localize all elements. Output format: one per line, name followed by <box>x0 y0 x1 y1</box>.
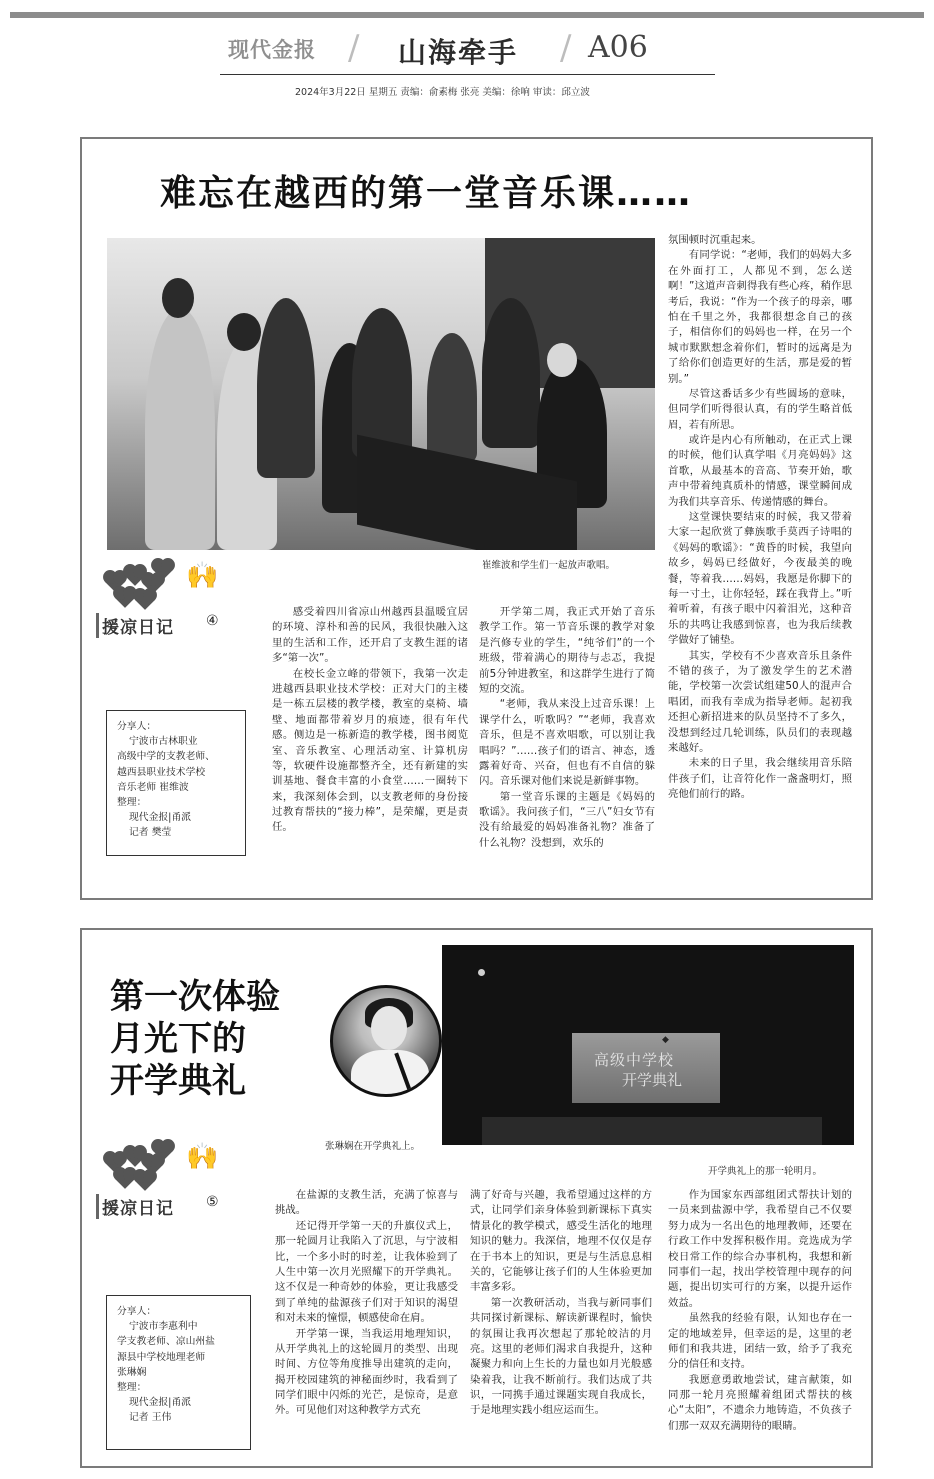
portrait-face <box>371 1006 407 1050</box>
speaker-portrait <box>330 985 442 1097</box>
paragraph: 作为国家东西部组团式帮扶计划的一员来到盐源中学，我希望自己不仅要努力成为一名出色的地理教师，还要在行政工作中发挥积极作用。竞选成为学校日常工作的综合办事机构，我想和新同事们一起，找出学校管理中现存的问题，提出切实可行的方案，以提升运作效益。 <box>668 1189 852 1309</box>
paragraph: 或许是内心有所触动，在正式上课的时候，他们认真学唱《月亮妈妈》这首歌，从最基本的音高、节奏开始，歌声中带着纯真质朴的情感，课堂瞬间成为我们共享音乐、传递情感的舞台。 <box>668 434 852 508</box>
column-logo-number: ⑤ <box>206 1194 219 1210</box>
sharer-line: 音乐老师 崔维波 <box>117 781 189 793</box>
paragraph: 尽管这番话多少有些圆场的意味，但同学们听得很认真，有的学生略首低眉，若有所思。 <box>668 387 852 431</box>
sharer-line: 越西县职业技术学校 <box>117 766 206 778</box>
paragraph: 感受着四川省凉山州越西县温暖宜居的环境、淳朴和善的民风，我很快融入这里的生活和工作，还开启了支教生涯的诸多“第一次”。 <box>272 606 468 665</box>
photo-student-head <box>162 278 194 318</box>
masthead-divider: / <box>560 28 572 68</box>
sharer-line: 宁波市古林职业 <box>129 736 198 748</box>
article-2 <box>80 928 873 1468</box>
paragraph: 未来的日子里，我会继续用音乐陪伴孩子们，让音符化作一盏盏明灯，照亮他们前行的路。 <box>668 757 852 801</box>
article-2-headline <box>110 976 280 1102</box>
paragraph: 还记得开学第一天的升旗仪式上，那一轮圆月让我陷入了沉思，与宁波相比，一个多小时的时差，让我体验到了人生中第一次月光照耀下的开学典礼。这不仅是一种奇妙的体验，更让我感受到了单纯的盐源孩子们对于知识的渴望和对未来的憧憬，顿感使命在肩。 <box>275 1219 458 1325</box>
article-2-portrait-caption: 张琳娴在开学典礼上。 <box>325 1141 421 1152</box>
article-1-column-2 <box>479 605 655 851</box>
column-logo-title: 援凉日记 <box>96 1194 174 1219</box>
column-logo-number: ④ <box>206 613 219 629</box>
heart-icon <box>115 588 135 608</box>
masthead <box>220 28 715 78</box>
heart-icon <box>115 1169 135 1189</box>
article-1-photo <box>107 238 655 550</box>
screen-logo: ◆ <box>662 1035 669 1045</box>
paragraph: 在校长金立峰的带领下，我第一次走进越西县职业技术学校：正对大门的主楼是一栋五层楼的教学楼，教室的桌椅、墙壁、地面都带着岁月的痕迹，很有年代感。侧边是一栋新造的教学楼，图书阅览室、音乐教室、心理活动室、计算机房等，软硬件设施都整齐全，还有新建的实训基地、餐食丰富的小食堂……一圈转下来，我深刻体会到，以支教老师的身份接过教育帮扶的“接力棒”，是荣耀，更是责任。 <box>272 667 468 834</box>
sharer-line: 源县中学校地理老师 <box>117 1351 206 1363</box>
sharer-label: 分享人： <box>117 1306 157 1317</box>
article-2-photo <box>442 945 854 1145</box>
editor-line: 现代金报|甬派 <box>129 812 192 824</box>
sharer-label: 分享人： <box>117 721 157 732</box>
sharer-box <box>106 710 246 856</box>
sharer-line: 高级中学的支教老师、 <box>117 751 215 763</box>
stage-screen <box>572 1033 720 1103</box>
article-1-headline: 难忘在越西的第一堂音乐课…… <box>160 173 693 214</box>
headline-line: 第一次体验 <box>110 977 280 1017</box>
heart-icon <box>135 1171 155 1191</box>
editor-label: 整理： <box>117 1381 147 1393</box>
column-logo <box>90 1138 230 1233</box>
sharer-line: 宁波市李惠利中 <box>129 1321 198 1333</box>
column-logo-title: 援凉日记 <box>96 613 174 638</box>
masthead-rule <box>220 74 715 75</box>
article-1-column-3 <box>668 233 852 802</box>
sharer-box <box>106 1295 251 1450</box>
photo-teacher-head <box>547 343 577 377</box>
paragraph: 氛围顿时沉重起来。 <box>668 234 762 246</box>
photo-student-head <box>227 313 261 351</box>
portrait-coat <box>351 1050 429 1097</box>
paragraph: 我愿意勇敢地尝试，建言献策，如同那一轮月亮照耀着组团式帮扶的核心“太阳”，不遗余力地铸造，不负孩子们那一双双充满期待的眼睛。 <box>668 1373 852 1432</box>
person-figure-icon: 🙌 <box>186 1142 219 1172</box>
page-number: A06 <box>588 30 648 65</box>
headline-line: 开学典礼 <box>110 1061 246 1102</box>
screen-text: 高级中学校 <box>594 1051 675 1069</box>
article-1 <box>80 137 873 900</box>
heart-icon <box>135 590 155 610</box>
editor-line: 现代金报|甬派 <box>129 1397 192 1409</box>
article-2-column-2 <box>470 1188 652 1419</box>
person-figure-icon: 🙌 <box>186 561 219 591</box>
column-logo <box>90 557 230 652</box>
paper-name: 现代金报 <box>228 38 316 62</box>
paragraph: 开学第二周，我正式开始了音乐教学工作。第一节音乐课的教学对象是汽修专业的学生，“纯爷们”的一个班级，带着满心的期待与忐忑，我提前5分钟进教室，和这群学生进行了简短的交流。 <box>479 606 655 695</box>
paragraph: 虽然我的经验有限，认知也存在一定的地域差异，但幸运的是，这里的老师们和我共进，团结一致，给予了我充分的信任和支持。 <box>668 1312 852 1371</box>
screen-text: 开学典礼 <box>622 1071 683 1089</box>
stage <box>482 1117 822 1145</box>
article-2-column-3 <box>668 1188 852 1434</box>
editor-label: 整理： <box>117 796 147 808</box>
dateline: 2024年3月22日 星期五 责编：俞素梅 张亮 美编：徐响 审读：邱立波 <box>295 87 590 98</box>
paragraph: 有同学说：“老师，我们的妈妈大多在外面打工，人都见不到，怎么送啊！”这道声音刺得我有些心疼，稍作思考后，我说：“作为一个孩子的母亲，哪怕在千里之外，我都很想念自己的孩子，相信你们的妈妈也一样，在另一个城市默默想念着你们，暂时的远离是为了给你们创造更好的生活，那是爱的暂别。” <box>668 249 852 385</box>
paragraph: 第一堂音乐课的主题是《妈妈的歌谣》。我问孩子们，“三八”妇女节有没有给最爱的妈妈准备礼物？准备了什么礼物？没想到，欢乐的 <box>479 790 655 849</box>
sharer-line: 学支教老师、凉山州盐 <box>117 1336 215 1348</box>
article-2-photo-caption: 开学典礼上的那一轮明月。 <box>708 1166 823 1177</box>
photo-student <box>145 308 215 550</box>
paragraph: “老师，我从来没上过音乐课！上课学什么，听歌吗？”“老师，我喜欢音乐，但是不喜欢唱歌，可以别让我唱吗？”……孩子们的语言、神态，透露着好奇、兴奋，但也有不自信的躲闪。音乐课对他们来说是新鲜事物。 <box>479 698 655 788</box>
sharer-line: 张琳娴 <box>117 1366 147 1378</box>
photo-student <box>427 333 477 463</box>
article-2-column-1 <box>275 1188 458 1419</box>
headline-line: 月光下的 <box>110 1019 246 1060</box>
photo-student <box>257 298 315 478</box>
paragraph: 在盐源的支教生活，充满了惊喜与挑战。 <box>275 1189 458 1217</box>
editor-line: 记者 樊莹 <box>129 827 172 839</box>
editor-line: 记者 王伟 <box>129 1412 172 1424</box>
photo-student <box>482 298 540 448</box>
top-rule <box>10 12 924 18</box>
paragraph: 这堂课快要结束的时候，我又带着大家一起欣赏了彝族歌手莫西子诗唱的《妈妈的歌谣》：“黄昏的时候，我望向故乡，妈妈已经做好，今夜最美的晚餐，等着我……妈妈，我愿是你脚下的每一寸土，让你轻轻，踩在我背上。”听着听着，有孩子眼中闪着泪光，这种音乐的共鸣让我感到惊喜，也为我后续教学做好了铺垫。 <box>668 511 852 647</box>
paragraph: 满了好奇与兴趣，我希望通过这样的方式，让同学们亲身体验到新课标下真实情景化的教学模式，感受生活化的地理知识的魅力。我深信，地理不仅仅是存在于书本上的知识，更是与生活息息相关的，它能够让孩子们的人生体验更加丰富多彩。 <box>470 1189 652 1294</box>
article-1-photo-caption: 崔维波和学生们一起放声歌唱。 <box>482 560 616 571</box>
article-1-column-1 <box>272 605 468 836</box>
paragraph: 第一次教研活动，当我与新同事们共同探讨新课标、解读新课程时，愉快的氛围让我再次想起了那轮皎洁的月亮。这里的老师们渴求自我提升，这种凝聚力和向上生长的力量也如月光般感染着我，让我不断前行。我们达成了共识，一同携手通过课题实现自我成长，于是地理实践小组应运而生。 <box>470 1296 652 1417</box>
section-title: 山海牵手 <box>398 36 519 69</box>
paragraph: 其实，学校有不少喜欢音乐且条件不错的孩子，为了激发学生的艺术潜能，学校第一次尝试组建50人的混声合唱团，而我有幸成为指导老师。起初我还担心新招进来的队员坚持不了多久，没想到经过几轮训练，队员们的表现越来越好。 <box>668 649 852 754</box>
moon-icon <box>478 969 485 976</box>
paragraph: 开学第一课，当我运用地理知识，从开学典礼上的这轮圆月的类型、出现时间、方位等角度推导出建筑的走向，揭开校园建筑的神秘面纱时，我看到了同学们眼中闪烁的光芒，是惊奇，是意外。可见他们对这种教学方式充 <box>275 1327 458 1417</box>
masthead-divider: / <box>348 28 360 68</box>
